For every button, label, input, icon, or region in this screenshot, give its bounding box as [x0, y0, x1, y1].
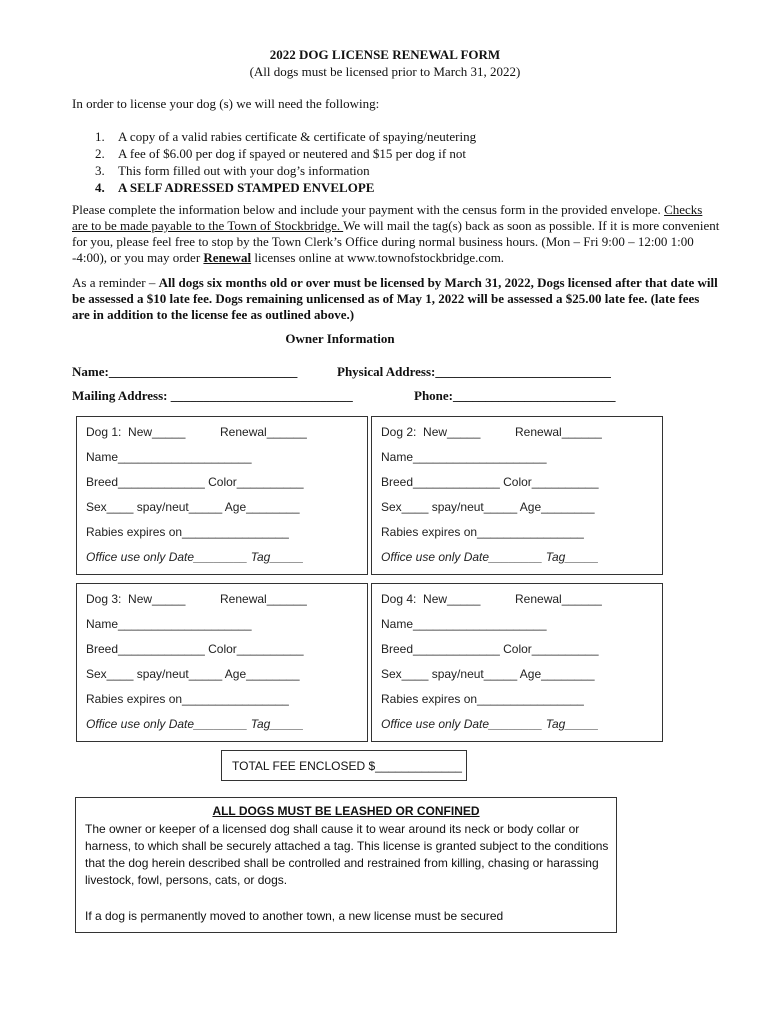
dog-sex-age-field[interactable]: Sex____ spay/neut_____ Age________ — [381, 500, 595, 514]
dog-name-field[interactable]: Name____________________ — [86, 450, 252, 464]
dog-name-field[interactable]: Name____________________ — [86, 617, 252, 631]
phone-field[interactable]: Phone:_________________________ — [414, 388, 616, 403]
requirement-item: 2. A fee of $6.00 per dog if spayed or neutered and $15 per dog if not — [95, 146, 467, 161]
total-fee-box — [221, 750, 467, 781]
notice-title: ALL DOGS MUST BE LEASHED OR CONFINED — [212, 804, 480, 818]
office-use-field: Office use only Date________ Tag_____ — [86, 550, 304, 564]
dog-breed-color-field[interactable]: Breed_____________ Color__________ — [381, 475, 599, 489]
dog-rabies-field[interactable]: Rabies expires on________________ — [381, 525, 584, 539]
dog-rabies-field[interactable]: Rabies expires on________________ — [86, 692, 289, 706]
dog-sex-age-field[interactable]: Sex____ spay/neut_____ Age________ — [86, 667, 300, 681]
requirement-item: 3. This form filled out with your dog’s information — [95, 163, 370, 178]
dog-rabies-field[interactable]: Rabies expires on________________ — [381, 692, 584, 706]
dog-breed-color-field[interactable]: Breed_____________ Color__________ — [86, 642, 304, 656]
owner-name-field[interactable]: Name:_____________________________ — [72, 364, 298, 379]
dog-1-box — [76, 416, 368, 575]
dog-renewal-field[interactable]: Renewal______ — [515, 592, 602, 606]
renewal-link-text: Renewal — [203, 250, 252, 265]
total-fee-field[interactable]: TOTAL FEE ENCLOSED $_____________ — [232, 759, 462, 773]
dog-renewal-field[interactable]: Renewal______ — [515, 425, 602, 439]
dog-2-box — [371, 416, 663, 575]
office-use-field: Office use only Date________ Tag_____ — [381, 550, 599, 564]
requirement-item: 4. A SELF ADRESSED STAMPED ENVELOPE — [95, 180, 375, 195]
form-subtitle: (All dogs must be licensed prior to March 31, 2022) — [249, 64, 521, 79]
instructions-paragraph: Please complete the information below and include your payment with the census form in the provided envelope. Checks are to be made payable to the Town of Stockbridge. We will mail the tag(s) back as soon as possible. If it is more convenient for you, please feel free to stop by the Town Clerk’s Office during normal business hours. (Mon – Fri 9:00 – 12:00 1:00 -4:00), or you may order Renewal licenses online at www.townofstockbridge.com. — [72, 202, 720, 265]
notice-footer: If a dog is permanently moved to another town, a new license must be secured — [85, 909, 504, 923]
dog-new-field[interactable]: Dog 1: New_____ — [86, 425, 186, 439]
dog-name-field[interactable]: Name____________________ — [381, 450, 547, 464]
form-title: 2022 DOG LICENSE RENEWAL FORM — [269, 47, 501, 62]
dog-breed-color-field[interactable]: Breed_____________ Color__________ — [86, 475, 304, 489]
dog-4-box — [371, 583, 663, 742]
dog-new-field[interactable]: Dog 2: New_____ — [381, 425, 481, 439]
requirement-item: 1. A copy of a valid rabies certificate & certificate of spaying/neutering — [95, 129, 477, 144]
mailing-address-field[interactable]: Mailing Address: ____________________________ — [72, 388, 353, 403]
dog-renewal-field[interactable]: Renewal______ — [220, 425, 307, 439]
requirements-list — [95, 128, 476, 196]
intro-text: In order to license your dog (s) we will need the following: — [72, 96, 380, 111]
dog-new-field[interactable]: Dog 4: New_____ — [381, 592, 481, 606]
physical-address-field[interactable]: Physical Address:___________________________ — [337, 364, 611, 379]
office-use-field: Office use only Date________ Tag_____ — [381, 717, 599, 731]
reminder-paragraph: As a reminder – All dogs six months old or over must be licensed by March 31, 2022, Dogs licensed after that date will be assessed a $10 late fee. Dogs remaining unlicensed as of May 1, 2022 will be assessed a $25.00 late fee. (late fees are in addition to the license fee as outlined above.) — [72, 275, 718, 322]
checks-payable-note: Checks are to be made payable to the Town of Stockbridge. — [72, 202, 703, 233]
dog-breed-color-field[interactable]: Breed_____________ Color__________ — [381, 642, 599, 656]
notice-body: The owner or keeper of a licensed dog shall cause it to wear around its neck or body collar or harness, to which shall be securely attached a tag. This license is granted subject to the conditions that the dog herein described shall be controlled and restrained from killing, chasing or harassing livestock, fowl, persons, cats, or dogs. — [85, 822, 609, 887]
dog-new-field[interactable]: Dog 3: New_____ — [86, 592, 186, 606]
dog-renewal-field[interactable]: Renewal______ — [220, 592, 307, 606]
dog-sex-age-field[interactable]: Sex____ spay/neut_____ Age________ — [86, 500, 300, 514]
owner-info-heading: Owner Information — [285, 331, 395, 346]
dog-rabies-field[interactable]: Rabies expires on________________ — [86, 525, 289, 539]
dog-name-field[interactable]: Name____________________ — [381, 617, 547, 631]
leash-notice-box — [75, 797, 617, 933]
dog-3-box — [76, 583, 368, 742]
office-use-field: Office use only Date________ Tag_____ — [86, 717, 304, 731]
dog-sex-age-field[interactable]: Sex____ spay/neut_____ Age________ — [381, 667, 595, 681]
